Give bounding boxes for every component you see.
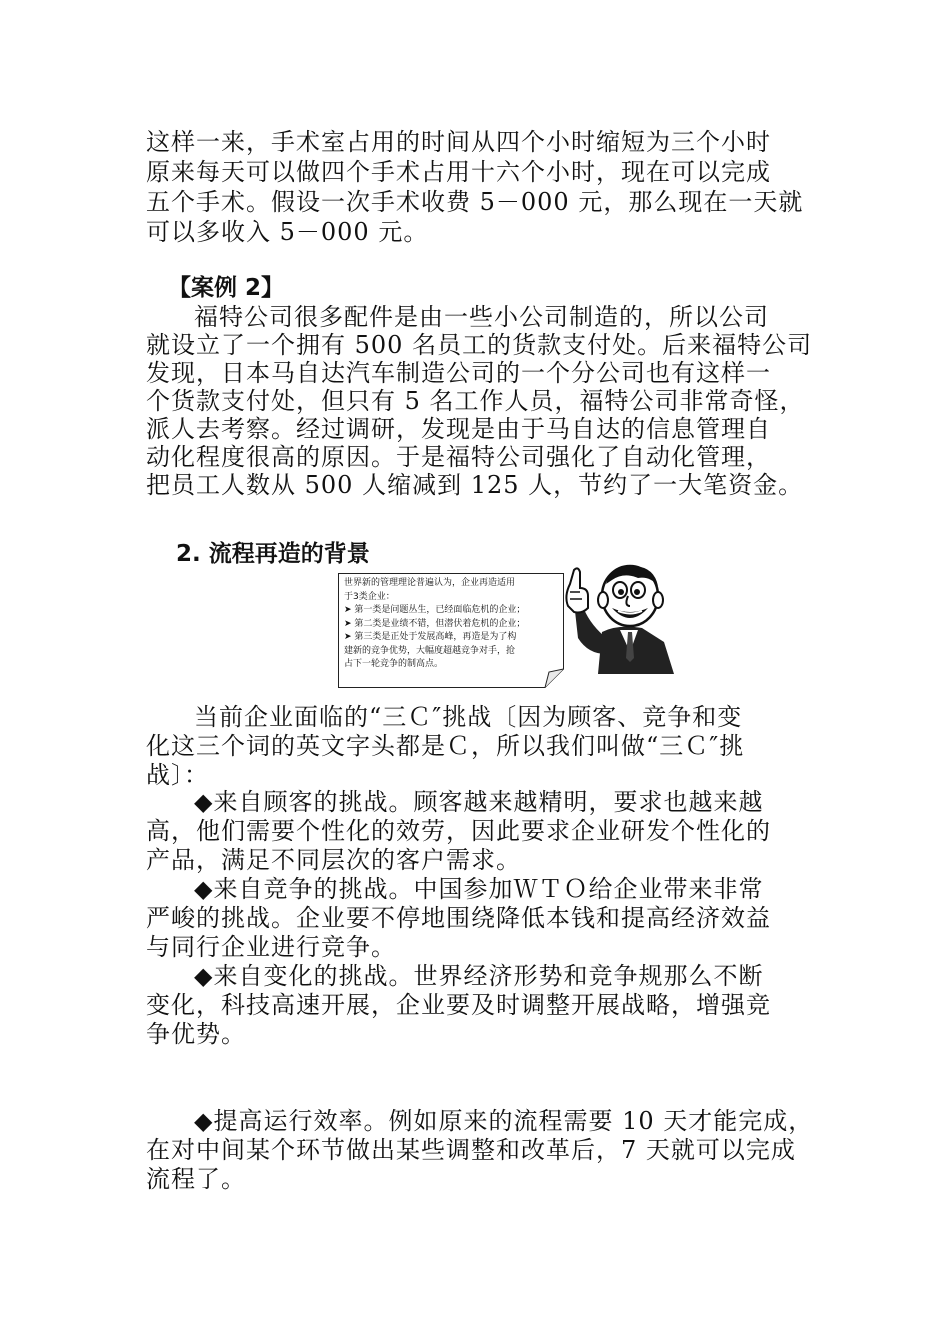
note-line: 于3类企业：: [344, 591, 395, 602]
text-line: 严峻的挑战。企业要不停地围绕降低本钱和提高经济效益: [146, 904, 771, 932]
text-line: 争优势。: [146, 1020, 246, 1048]
case2-heading: 【案例 2】: [168, 275, 285, 301]
note-card-text: [344, 577, 560, 672]
text-line: 与同行企业进行竞争。: [146, 933, 396, 961]
text-line: 动化程度很高的原因。于是福特公司强化了自动化管理，: [146, 443, 771, 471]
text-line: 在对中间某个环节做出某些调整和改革后，7 天就可以完成: [146, 1136, 796, 1164]
text-line: 产品，满足不同层次的客户需求。: [146, 846, 521, 874]
text-line: 化这三个词的英文字头都是Ｃ，所以我们叫做“三Ｃ″挑: [146, 732, 745, 760]
note-card: [338, 573, 564, 688]
bullet-line: ◆提高运行效率。例如原来的流程需要 10 天才能完成，: [194, 1107, 814, 1135]
note-line: ➤ 第二类是业绩不错，但潜伏着危机的企业；: [344, 618, 526, 629]
bullet-line: ◆来自顾客的挑战。顾客越来越精明，要求也越来越: [194, 788, 764, 816]
text-line: 五个手术。假设一次手术收费 5－000 元，那么现在一天就: [146, 188, 804, 216]
note-line: ➤ 第一类是问题丛生，已经面临危机的企业；: [344, 605, 526, 615]
note-line: ➤ 第三类是正处于发展高峰，再造是为了构: [344, 632, 517, 642]
bullet-line: ◆来自变化的挑战。世界经济形势和竞争规那么不断: [194, 962, 764, 990]
text-line: 就设立了一个拥有 500 名员工的货款支付处。后来福特公司: [146, 331, 813, 359]
text-line: 当前企业面临的“三Ｃ″挑战〔因为顾客、竞争和变: [194, 703, 743, 731]
text-line: 发现，日本马自达汽车制造公司的一个分公司也有这样一: [146, 359, 771, 387]
note-line: 建新的竞争优势，大幅度超越竞争对手，抢: [344, 645, 516, 656]
bullet-line: ◆来自竞争的挑战。中国参加ＷＴＯ给企业带来非常: [194, 875, 764, 903]
text-line: 福特公司很多配件是由一些小公司制造的，所以公司: [194, 303, 769, 331]
text-line: 把员工人数从 500 人缩减到 125 人，节约了一大笔资金。: [146, 471, 804, 499]
text-line: 可以多收入 5－000 元。: [146, 218, 429, 246]
text-line: 个货款支付处，但只有 5 名工作人员，福特公司非常奇怪，: [146, 387, 805, 415]
text-line: 原来每天可以做四个手术占用十六个小时，现在可以完成: [146, 158, 771, 186]
text-line: 高，他们需要个性化的效劳，因此要求企业研发个性化的: [146, 817, 771, 845]
text-line: 变化，科技高速开展，企业要及时调整开展战略，增强竞: [146, 991, 771, 1019]
text-line: 这样一来，手术室占用的时间从四个小时缩短为三个小时: [146, 128, 771, 156]
text-line: 战〕：: [146, 761, 209, 789]
cartoon-man-pointing-icon: [558, 562, 676, 674]
section-heading: 2. 流程再造的背景: [176, 541, 370, 567]
note-line: 世界新的管理理论普遍认为，企业再造适用: [344, 578, 516, 588]
note-line: 占下一轮竞争的制高点。: [344, 659, 444, 669]
text-line: 流程了。: [146, 1165, 246, 1193]
text-line: 派人去考察。经过调研，发现是由于马自达的信息管理自: [146, 415, 771, 443]
